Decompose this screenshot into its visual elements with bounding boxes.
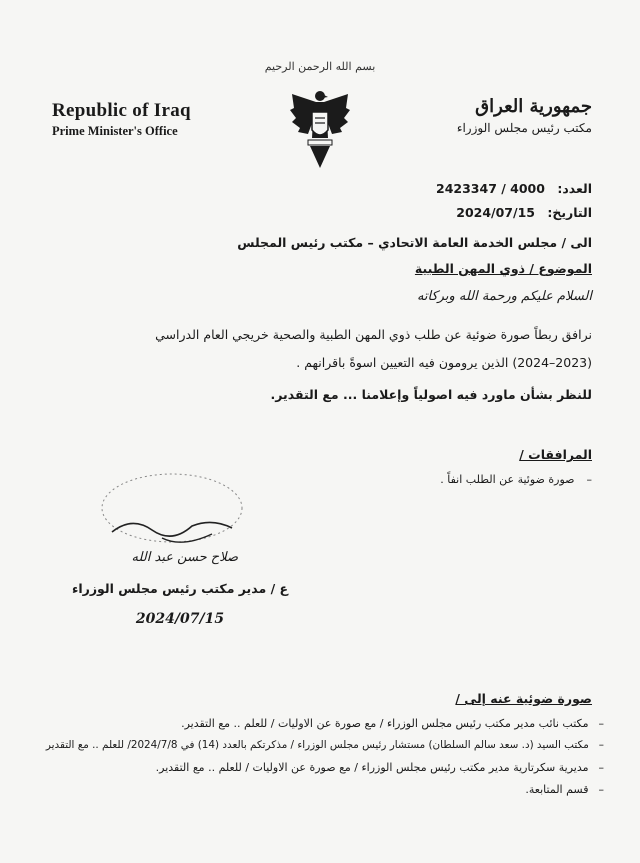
copy-item-text: مديرية سكرتارية مدير مكتب رئيس مجلس الوزراء / مع صورة عن الاوليات / للعلم .. مع التقدير.	[155, 761, 589, 774]
english-title: Republic of Iraq	[52, 100, 191, 121]
eagle-emblem-icon	[286, 88, 354, 172]
body-line-3: للنظر بشأن ماورد فيه اصولياً وإعلامنا ... مع التقدير.	[270, 387, 592, 402]
copy-item: –مكتب نائب مدير مكتب رئيس مجلس الوزراء / مع صورة عن الاوليات / للعلم .. مع التقدير.	[181, 717, 604, 730]
body-line-1: نرافق ربطاً صورة ضوئية عن طلب ذوي المهن الطبية والصحية خريجي العام الدراسي	[155, 327, 592, 342]
signatory-title: ع / مدير مكتب رئيس مجلس الوزراء	[71, 581, 289, 596]
signatory-name: صلاح حسن عبد الله	[131, 550, 238, 565]
number-value: 2423347 / 4000	[436, 181, 545, 196]
addressee: الى / مجلس الخدمة العامة الاتحادي – مكتب رئيس المجلس	[237, 235, 592, 250]
date-label: التاريخ:	[547, 205, 592, 220]
subject: الموضوع / ذوي المهن الطبية	[414, 261, 592, 276]
copy-item: –مكتب السيد (د. سعد سالم السلطان) مستشار رئيس مجلس الوزراء / مذكرتكم بالعدد (14) في 2024/7/8/ للعلم .. مع التقدير	[45, 739, 604, 751]
copy-item-text: مكتب نائب مدير مكتب رئيس مجلس الوزراء / مع صورة عن الاوليات / للعلم .. مع التقدير.	[181, 717, 589, 730]
handwritten-signature	[92, 468, 252, 558]
copies-heading: صورة ضوئية عنه إلى /	[455, 691, 592, 706]
date-value: 2024/07/15	[456, 205, 535, 220]
basmala: بسم الله الرحمن الرحيم	[264, 60, 376, 73]
english-subtitle: Prime Minister's Office	[52, 124, 178, 138]
copy-item: –مديرية سكرتارية مدير مكتب رئيس مجلس الوزراء / مع صورة عن الاوليات / للعلم .. مع التقدير.	[155, 761, 604, 774]
body-line-2: (2023–2024) الذين يرومون فيه التعيين اسوةً باقرانهم .	[296, 355, 592, 370]
copy-item-text: مكتب السيد (د. سعد سالم السلطان) مستشار رئيس مجلس الوزراء / مذكرتكم بالعدد (14) في 2024/7/8/ للعلم .. مع التقدير	[45, 739, 589, 751]
greeting: السلام عليكم ورحمة الله وبركاته	[416, 289, 592, 304]
arabic-subtitle: مكتب رئيس مجلس الوزراء	[456, 121, 592, 135]
copy-item: –قسم المتابعة.	[525, 783, 604, 796]
attachments-heading: المرافقات /	[519, 447, 592, 462]
attachment-item-text: صورة ضوئية عن الطلب انفاً .	[440, 473, 575, 486]
reference-number	[392, 180, 592, 198]
arabic-title: جمهورية العراق	[475, 96, 592, 117]
attachment-item: –صورة ضوئية عن الطلب انفاً .	[440, 473, 592, 486]
reference-date	[392, 204, 592, 222]
number-label: العدد:	[557, 181, 592, 196]
copy-item-text: قسم المتابعة.	[525, 783, 589, 796]
signature-date: 2024/07/15	[135, 611, 225, 627]
